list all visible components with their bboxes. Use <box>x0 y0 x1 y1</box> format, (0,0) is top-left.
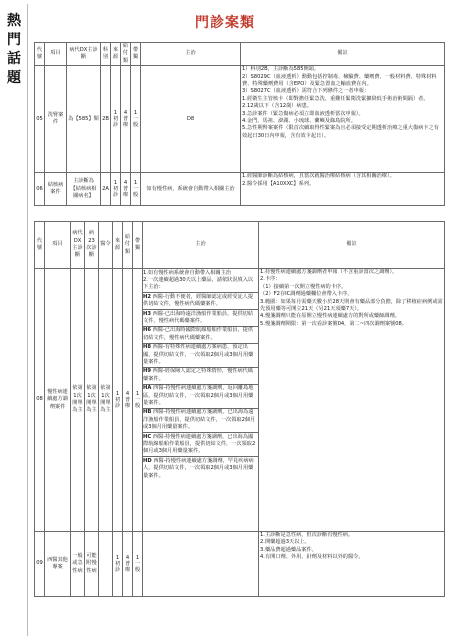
code-id: H3 <box>143 310 151 317</box>
header-dx: 病代DX主診斷 <box>71 222 85 269</box>
code-desc: 西醫-已出海時國際航線船舶作業船員，提供切結文件，慢性病代碼藥案件。 <box>143 327 254 341</box>
code-desc: 西醫-持慢性病連續處方箋調劑，返回離島地區，提供切結文件，一次領取2個月或3個月用藥量案件。 <box>143 385 254 406</box>
row-main <box>143 269 259 532</box>
row-code: 09 <box>35 532 45 597</box>
row-source: 1初診 <box>113 110 119 129</box>
code-desc: 西醫-持慢性病連續處方箋調劑，罕見疾病病人，提供切結文件，一次領取2個月或3個月用藥量案件。 <box>143 457 254 479</box>
row-item: 慢性病連續處方調劑案件 <box>45 269 71 532</box>
row-dx: 主診斷為【結核病相關病名】 <box>67 173 101 206</box>
code-item <box>143 293 258 310</box>
note-line: 3.藥品費超過藥品案件。 <box>260 546 317 553</box>
row-dx2: 可能附慢性病 <box>85 532 99 597</box>
header-dx: 病代DX主診斷 <box>67 43 101 66</box>
header-pay: 給付類 <box>123 222 133 269</box>
row-source: 1初診 <box>115 555 121 573</box>
row-pay: 4普療 <box>125 555 131 573</box>
row-item: 結核病案件 <box>45 173 67 206</box>
note-line: 3.急診案件（緊急傷病必須立即血液透析當次申報）。 <box>242 110 364 117</box>
header-main: 主治 <box>141 43 241 66</box>
note-line: 1.經醫師診斷為結核病，且當次就醫治療結核病（含其相關治療）。 <box>242 173 395 180</box>
sidebar-divider <box>27 4 28 636</box>
header-order: 醫令 <box>99 222 113 269</box>
note-line: 3.範圍：如果每月需藥天數小於28天則會有藥品部分負擔，除了移植症病例或需先預用藥等可開立21天（另21天須藥7天）。 <box>260 298 443 313</box>
row-notes <box>241 66 445 173</box>
code-id: H9 <box>143 368 151 375</box>
row-lone: 1一般 <box>133 180 139 199</box>
header-dx2: 病23次診斷 <box>85 222 99 269</box>
code-item <box>143 344 258 368</box>
code-desc: 西醫-持慢性病連續處方箋調劑，已出海為遠洋漁船作業船員，提供切結文件，一次領取2個月或3個月用藥量案件。 <box>143 409 256 431</box>
note-line: 4.金門、馬祖、澎湖、小琉球、蘭嶼及綠島院所。 <box>242 118 356 125</box>
header-main: 主治 <box>143 222 259 269</box>
code-id: HC <box>143 433 152 440</box>
table-row <box>35 173 445 206</box>
header-lone: 帶獨 <box>133 222 143 269</box>
note-line: 2.12歲以下（含12歲）病患。 <box>242 103 313 110</box>
header-code: 代號 <box>35 43 45 66</box>
table-row <box>35 66 445 173</box>
row-source: 1初診 <box>113 180 119 199</box>
row-code: 08 <box>35 269 45 532</box>
code-item <box>143 368 258 385</box>
code-id: HA <box>143 385 152 392</box>
row-pay: 4普療 <box>123 180 129 199</box>
note-line: 2.醫令採用【A10XXC】系列。 <box>242 180 315 187</box>
row-lone: 1一般 <box>135 555 141 573</box>
row-dx: 為【585】類 <box>67 66 101 173</box>
header-lone: 帶獨 <box>131 43 141 66</box>
header-dept: 科別 <box>101 43 111 66</box>
note-line: 5.慢箋調劑期限：第一次看診案號04，第二~四次調劑案號08。 <box>260 320 407 327</box>
row-pay: 4普療 <box>123 110 129 129</box>
note-line: （2）F2存IC調劑過藥欄位會帶入卡序。 <box>260 291 353 298</box>
code-desc: 西醫-經保險人認定之特殊情形，慢性病代碼藥案件。 <box>143 368 254 382</box>
table-2-header <box>35 222 445 269</box>
code-id: HD <box>143 457 152 464</box>
row-notes <box>259 269 445 532</box>
note-line: 4.有開口劑、外用、針劑及材料以外的醫令。 <box>260 554 364 561</box>
row-dx: 依第1次開單為主 <box>71 269 85 532</box>
row-notes <box>241 173 445 206</box>
code-desc: 西醫-行動不便者，經醫師認定或經受託人提供切結文件，慢性病代碼藥案件。 <box>143 293 254 308</box>
note-line: 1）科別2B，主診斷為585開頭。 <box>242 66 320 73</box>
table-1-header <box>35 43 445 66</box>
code-id: HB <box>143 409 152 416</box>
sidebar-label: 熱門話題 <box>7 13 21 86</box>
header-item: 項目 <box>45 222 71 269</box>
note-line: 2.卡序： <box>260 276 281 283</box>
row-notes <box>259 532 445 597</box>
header-item: 項目 <box>45 43 67 66</box>
row-order <box>99 532 113 597</box>
row-main <box>143 532 259 597</box>
header-pay: 給付類 <box>121 43 131 66</box>
row-lone: 1一般 <box>135 391 141 409</box>
row-main: D8 <box>141 66 241 173</box>
note-line: 1.主診斷是急性病，但次診斷有慢性病。 <box>260 532 354 538</box>
row-item: 西醫其他專案 <box>45 532 71 597</box>
row-lone: 1一般 <box>133 110 139 129</box>
table-row <box>35 532 445 597</box>
row-code: 05 <box>35 66 45 173</box>
code-id: H2 <box>143 293 151 300</box>
row-order: 依第1次開單為主 <box>99 269 113 532</box>
note-line: 2）S8029C（血液透析）勳動包括控制毒、檢驗費、藥劑費、一般材料費、特殊材料費、特殊藥劑費用（含EPO）及緊急置血之輸血費在內。 <box>242 73 437 88</box>
main-intro-line: 1.如有慢性病系統會自動帶入相關主治 <box>143 269 231 276</box>
code-item <box>143 385 258 409</box>
note-line: 4.慢箋調劑只能在原開立慢性病連續處方的對所或藥師調劑。 <box>260 313 400 320</box>
row-code: 06 <box>35 173 45 206</box>
code-item <box>143 310 258 327</box>
note-line: 1.持慢性病連續處方箋調劑者申報（不含重診當次之調劑）。 <box>260 269 398 275</box>
header-source: 來源 <box>113 222 123 269</box>
code-id: H6 <box>143 327 151 334</box>
note-line: 1.經衛生主管核卡（即對擔任緊急洗、重難任緊衛洗緊擴降低手術治術間隔）者。 <box>242 95 429 102</box>
page-title: 門診案類 <box>195 15 255 31</box>
code-item <box>143 409 258 433</box>
header-source: 來源 <box>111 43 121 66</box>
main-intro-line: 2.一次連續超過30天以上藥品，請依狀況填入以下主治： <box>143 276 254 291</box>
code-desc: 西醫-持慢性病連續處方箋調劑，已出海為國際航線船舶作業船員，提供切結文件，一次領取2個月或3個月用藥量案件。 <box>143 433 256 455</box>
note-line: 2.開藥超過3天以上。 <box>260 539 310 546</box>
row-dept: 2B <box>101 66 111 173</box>
code-item <box>143 433 258 457</box>
code-item <box>143 327 258 344</box>
header-code: 代號 <box>35 222 45 269</box>
code-id: H8 <box>143 344 151 351</box>
note-line: 5.急性期腎案案件（限首次續取得性緊案為且必須接受定期透析治療之重大傷病卡之有效起日30日內申報，含有效卡起日）。 <box>242 125 439 139</box>
note-line: 3）S8027C（血液透析）需符合下列條件之一者申報： <box>242 88 370 95</box>
row-main: 如有慢性病，系統會自動帶入相關主治 <box>141 173 241 206</box>
row-item: 洗腎案件 <box>45 66 67 173</box>
note-line: （1）接續第一次開立慢性病的卡序。 <box>260 283 347 290</box>
row-pay: 4普療 <box>125 391 131 409</box>
main-intro <box>143 269 258 293</box>
case-table-1 <box>34 42 445 206</box>
code-item <box>143 457 258 480</box>
case-table-2 <box>34 221 445 597</box>
row-dx2: 依第1次開單為主 <box>85 269 99 532</box>
header-notes: 備註 <box>241 43 445 66</box>
code-desc: 西醫-有特殊性病連續處方案病患，預定出國，提供切結文件，一次領取2個月或3個月用藥量案件。 <box>143 344 254 365</box>
row-source: 1初診 <box>115 391 121 409</box>
table-row <box>35 269 445 532</box>
row-dept: 2A <box>101 173 111 206</box>
row-dx: 一般或急性病 <box>71 532 85 597</box>
code-desc: 西醫-已出海時遠洋漁船作業船員，提供切結文件，慢性病代碼藥案件。 <box>143 310 254 324</box>
header-notes: 備註 <box>259 222 445 269</box>
